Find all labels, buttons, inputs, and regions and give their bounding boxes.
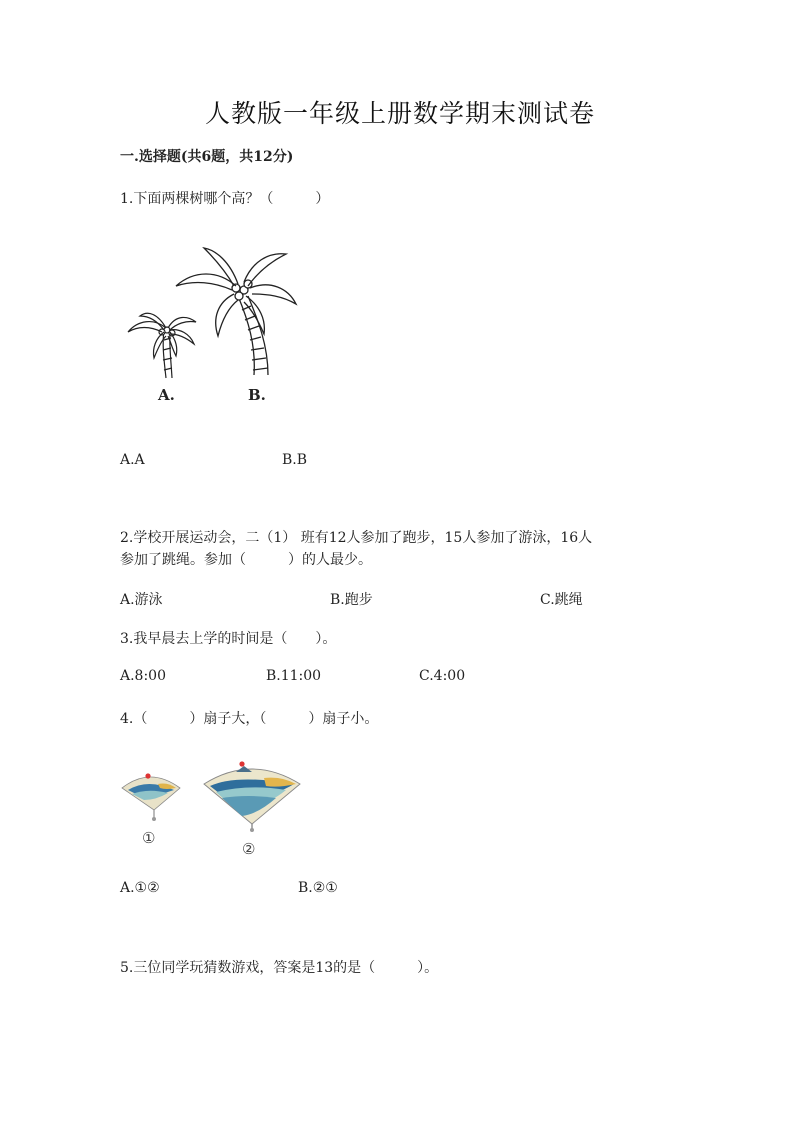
question-1-option-a[interactable]: A.A (120, 452, 145, 468)
page-title: 人教版一年级上册数学期末测试卷 (204, 99, 595, 128)
question-2-text-line-2: 参加了跳绳。参加（ ）的人最少。 (120, 552, 372, 568)
small-palm-tree (128, 313, 196, 378)
question-1-trees-figure (118, 240, 308, 390)
question-2-option-c[interactable]: C.跳绳 (540, 592, 583, 608)
question-1-text: 1.下面两棵树哪个高？（ ） (120, 191, 330, 207)
question-5-text: 5.三位同学玩猜数游戏，答案是13的是（ ）。 (120, 960, 439, 976)
question-2-option-b[interactable]: B.跑步 (330, 592, 373, 608)
tree-b-label: B. (248, 386, 266, 404)
fan-2-label: ② (242, 840, 256, 858)
large-fan (204, 761, 300, 832)
question-2-option-a[interactable]: A.游泳 (120, 592, 163, 608)
question-2-text-line-1: 2.学校开展运动会，二（1） 班有12人参加了跑步，15人参加了游泳，16人 (120, 530, 593, 546)
question-3-text: 3.我早晨去上学的时间是（ ）。 (120, 631, 337, 647)
question-3-option-a[interactable]: A.8:00 (120, 668, 166, 684)
fan-1-label: ① (142, 829, 156, 847)
question-4-option-a[interactable]: A.①② (120, 880, 160, 896)
large-palm-tree (176, 248, 296, 375)
question-3-option-c[interactable]: C.4:00 (419, 668, 466, 684)
question-1-option-b[interactable]: B.B (282, 452, 308, 468)
question-4-option-b[interactable]: B.②① (298, 880, 338, 896)
small-fan (122, 773, 180, 821)
question-4-fans-figure (118, 760, 308, 832)
question-3-option-b[interactable]: B.11:00 (266, 668, 322, 684)
section-heading: 一.选择题(共6题，共12分) (120, 149, 294, 165)
tree-a-label: A. (158, 386, 175, 404)
question-4-text: 4.（ ）扇子大，（ ）扇子小。 (120, 711, 379, 727)
